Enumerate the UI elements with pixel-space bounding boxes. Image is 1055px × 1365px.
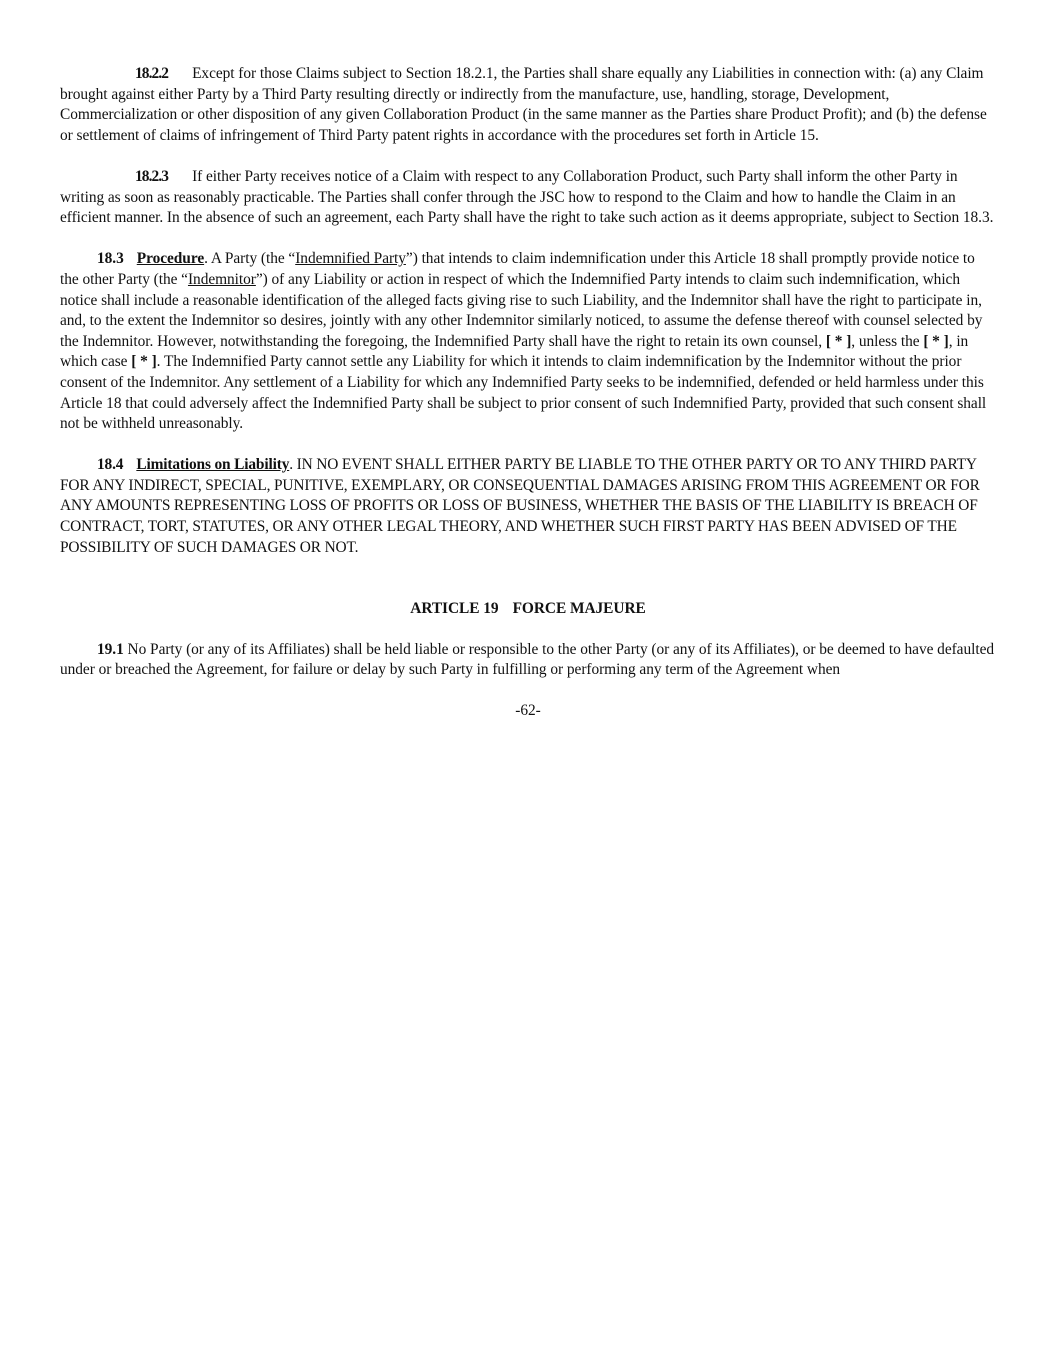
section-text: . A Party (the “ [204, 250, 296, 268]
section-19-1 [60, 640, 996, 681]
section-number: 18.2.2 [135, 65, 169, 82]
section-heading: Procedure [136, 250, 205, 268]
defined-term-indemnitor: Indemnitor [187, 270, 256, 288]
section-18-2-2 [60, 64, 996, 146]
redaction-marker: [ * ] [923, 332, 949, 350]
section-text: No Party (or any of its Affiliates) shall be held liable or responsible to the other Party (or any of its Affiliates), or be deemed to have defaulted under or breached the Agreement, for failure or delay by such Party in fulfilling or performing any term of the Agreement when [60, 640, 994, 679]
article-title: FORCE MAJEURE [512, 600, 646, 618]
section-number: 18.4 [97, 456, 124, 474]
defined-term-indemnified-party: Indemnified Party [295, 250, 406, 268]
section-text: , unless the [851, 332, 924, 350]
section-18-2-3 [60, 167, 996, 229]
section-text: Except for those Claims subject to Section 18.2.1, the Parties shall share equally any Liabilities in connection with: (a) any Claim brought against either Party by a Third Party resulting directly or indirectly from the manufacture, use, handling, storage, Development, Commercialization or other disposition of any given Collaboration Product (in the same manner as the Parties share Product Profit); and (b) the defense or settlement of claims of infringement of Third Party patent rights in accordance with the procedures set forth in Article 15. [60, 65, 987, 144]
section-number: 18.3 [97, 250, 124, 268]
section-number: 18.2.3 [135, 167, 169, 185]
article-heading [60, 599, 996, 620]
section-18-4 [60, 455, 996, 558]
section-text: , in which case [60, 332, 969, 371]
section-text: ”) of any Liability or action in respect of which the Indemnified Party intends to claim such indemnification, which notice shall include a reasonable identification of the alleged facts giving rise to such Liability, and the Indemnitor shall have the right to participate in, and, to the extent the Indemnitor so desires, jointly with any other Indemnitor similarly noticed, to assume the defense thereof with counsel selected by the Indemnitor. However, notwithstanding the foregoing, the Indemnified Party shall have the right to retain its own counsel, [60, 270, 983, 350]
section-heading: Limitations on Liability [136, 456, 290, 474]
section-number: 19.1 [97, 640, 124, 658]
section-text: . IN NO EVENT SHALL EITHER PARTY BE LIABLE TO THE OTHER PARTY OR TO ANY THIRD PARTY FOR ANY INDIRECT, SPECIAL, PUNITIVE, EXEMPLARY, OR CONSEQUENTIAL DAMAGES ARISING FROM THIS AGREEMENT OR FOR ANY AMOUNTS REPRESENTING LOSS OF PROFITS OR LOSS OF BUSINESS, WHETHER THE BASIS OF THE LIABILITY IS BREACH OF CONTRACT, TORT, STATUTES, OR ANY OTHER LEGAL THEORY, AND WHETHER SUCH FIRST PARTY HAS BEEN ADVISED OF THE POSSIBILITY OF SUCH DAMAGES OR NOT. [60, 456, 980, 556]
document-page [60, 64, 996, 722]
section-text: If either Party receives notice of a Claim with respect to any Collaboration Product, such Party shall inform the other Party in writing as soon as reasonably practicable. The Parties shall confer through the JSC how to respond to the Claim and how to handle the Claim in an efficient manner. In the absence of such an agreement, each Party shall have the right to take such action as it deems appropriate, subject to Section 18.3. [60, 167, 994, 227]
article-label: ARTICLE 19 [410, 600, 499, 618]
section-text: ”) that intends to claim indemnification under this Article 18 shall promptly provide notice to the other Party (the “ [60, 250, 975, 288]
redaction-marker: [ * ] [131, 353, 157, 371]
section-18-3 [60, 249, 996, 434]
redaction-marker: [ * ] [825, 332, 852, 350]
section-text: . The Indemnified Party cannot settle any Liability for which it intends to claim indemnification by the Indemnitor without the prior consent of the Indemnitor. Any settlement of a Liability for which any Indemnified Party seeks to be indemnified, defended or held harmless under this Article 18 that could adversely affect the Indemnified Party shall be subject to prior consent of such Indemnified Party, provided that such consent shall not be withheld unreasonably. [60, 353, 987, 433]
page-number: -62- [515, 702, 541, 720]
